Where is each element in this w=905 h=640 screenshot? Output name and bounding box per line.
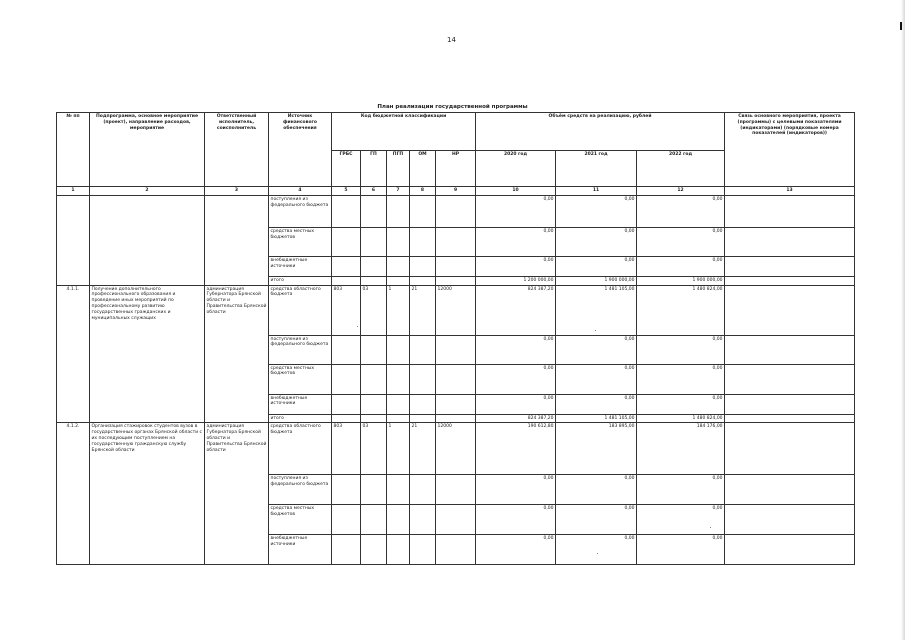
table-row [57, 195, 855, 227]
code-nr [436, 276, 476, 285]
code-gp [361, 335, 387, 364]
header-2020: 2020 год [476, 151, 556, 187]
amount-2022: 1 480 824,00 [637, 414, 725, 423]
amount-2022: 0,00 [637, 364, 725, 394]
amount-2022: 0,00 [637, 195, 725, 227]
indicator-link [725, 285, 855, 335]
amount-2020: 824 387,20 [476, 285, 556, 335]
amount-2021: 0,00 [556, 505, 637, 535]
code-pgp [387, 475, 410, 505]
indicator-link [725, 394, 855, 414]
code-grbs [332, 475, 361, 505]
amount-2022: 1 900 000,00 [637, 276, 725, 285]
code-grbs [332, 276, 361, 285]
header-2021: 2021 год [556, 151, 637, 187]
indicator-link [725, 535, 855, 565]
table-row [57, 285, 855, 335]
code-pgp [387, 195, 410, 227]
funding-source: средства местных бюджетов [269, 227, 332, 256]
amount-2021: 0,00 [556, 256, 637, 276]
item-executor: администрация Губернатора Брянской области и Правительства Брянской области [205, 285, 269, 423]
column-number: 12 [637, 187, 725, 196]
amount-2020: 0,00 [476, 227, 556, 256]
code-gp [361, 505, 387, 535]
funding-source: внебюджетные источники [269, 256, 332, 276]
code-om [410, 276, 436, 285]
code-gp [361, 364, 387, 394]
indicator-link [725, 475, 855, 505]
column-number: 7 [387, 187, 410, 196]
amount-2021: 0,00 [556, 475, 637, 505]
header-executor: Ответственный исполнитель, соисполнитель [205, 113, 269, 187]
amount-2020: 0,00 [476, 535, 556, 565]
code-nr [436, 335, 476, 364]
header-source: Источник финансового обеспечения [269, 113, 332, 187]
indicator-link [725, 364, 855, 394]
code-om [410, 505, 436, 535]
code-gp [361, 535, 387, 565]
indicator-link [725, 276, 855, 285]
column-number: 11 [556, 187, 637, 196]
header-subprogram: Подпрограмма, основное мероприятие (проект), направление расходов, мероприятие [90, 113, 205, 187]
code-om [410, 256, 436, 276]
column-number: 5 [332, 187, 361, 196]
scan-speck [357, 326, 358, 327]
code-gp [361, 414, 387, 423]
header-link: Связь основного мероприятия, проекта (программы) с целевыми показателями (индикаторами) (порядковые номера показателей (индикаторов)) [725, 113, 855, 187]
code-gp [361, 256, 387, 276]
code-om [410, 414, 436, 423]
amount-2020: 0,00 [476, 394, 556, 414]
code-om [410, 364, 436, 394]
amount-2022: 1 480 824,00 [637, 285, 725, 335]
code-pgp [387, 276, 410, 285]
header-om: ОМ [410, 151, 436, 187]
amount-2021: 0,00 [556, 195, 637, 227]
amount-2020: 0,00 [476, 475, 556, 505]
column-number: 8 [410, 187, 436, 196]
page-number: 14 [447, 36, 456, 44]
indicator-link [725, 227, 855, 256]
code-gp: 03 [361, 285, 387, 335]
amount-2021: 0,00 [556, 227, 637, 256]
code-gp [361, 195, 387, 227]
column-number: 3 [205, 187, 269, 196]
code-nr [436, 505, 476, 535]
indicator-link [725, 414, 855, 423]
funding-source: итого [269, 414, 332, 423]
code-om [410, 394, 436, 414]
code-nr [436, 414, 476, 423]
amount-2021: 0,00 [556, 394, 637, 414]
code-pgp [387, 335, 410, 364]
header-grbs: ГРБС [332, 151, 361, 187]
code-nr [436, 475, 476, 505]
header-2022: 2022 год [637, 151, 725, 187]
code-grbs [332, 227, 361, 256]
header-gp: ГП [361, 151, 387, 187]
scan-speck [597, 553, 598, 554]
code-pgp [387, 364, 410, 394]
column-number-row [57, 187, 855, 196]
code-om [410, 195, 436, 227]
amount-2021: 0,00 [556, 535, 637, 565]
code-pgp [387, 414, 410, 423]
item-name: Организация стажировок студентов вузов в государственных органах Брянской области с их последующим поступлением на государственную гражданскую службу Брянской области [90, 423, 205, 565]
column-number: 2 [90, 187, 205, 196]
funding-source: поступления из федерального бюджета [269, 335, 332, 364]
amount-2022: 0,00 [637, 335, 725, 364]
funding-source: внебюджетные источники [269, 535, 332, 565]
code-pgp [387, 394, 410, 414]
scan-speck [595, 330, 596, 331]
code-pgp: 1 [387, 285, 410, 335]
column-number: 13 [725, 187, 855, 196]
item-name [90, 195, 205, 285]
amount-2022: 0,00 [637, 475, 725, 505]
funding-source: поступления из федерального бюджета [269, 475, 332, 505]
amount-2021: 1 481 105,00 [556, 414, 637, 423]
code-grbs [332, 414, 361, 423]
code-grbs: 803 [332, 423, 361, 475]
plan-title: План реализации государственной программы [377, 104, 528, 110]
code-pgp [387, 535, 410, 565]
code-grbs [332, 335, 361, 364]
item-executor: администрация Губернатора Брянской области и Правительства Брянской области [205, 423, 269, 565]
funding-source: внебюджетные источники [269, 394, 332, 414]
code-om [410, 475, 436, 505]
code-nr [436, 227, 476, 256]
code-nr [436, 394, 476, 414]
item-number [57, 195, 90, 285]
amount-2020: 190 612,80 [476, 423, 556, 475]
code-gp [361, 227, 387, 256]
code-gp: 03 [361, 423, 387, 475]
funding-source: средства местных бюджетов [269, 505, 332, 535]
code-grbs [332, 364, 361, 394]
indicator-link [725, 505, 855, 535]
amount-2020: 0,00 [476, 195, 556, 227]
code-nr [436, 535, 476, 565]
item-name: Получение дополнительного профессионального образования и проведение иных мероприятий по профессиональному развитию государственных гражданских и муниципальных служащих [90, 285, 205, 423]
scan-speck [710, 527, 711, 528]
column-number: 4 [269, 187, 332, 196]
code-gp [361, 475, 387, 505]
column-number: 9 [436, 187, 476, 196]
code-gp [361, 276, 387, 285]
amount-2021: 0,00 [556, 364, 637, 394]
code-pgp [387, 505, 410, 535]
amount-2020: 0,00 [476, 256, 556, 276]
code-grbs [332, 535, 361, 565]
funding-source: средства местных бюджетов [269, 364, 332, 394]
funding-source: средства областного бюджета [269, 285, 332, 335]
amount-2021: 1 900 000,00 [556, 276, 637, 285]
amount-2020: 0,00 [476, 335, 556, 364]
plan-table [56, 112, 855, 565]
code-pgp: 1 [387, 423, 410, 475]
code-om [410, 535, 436, 565]
indicator-link [725, 256, 855, 276]
amount-2022: 0,00 [637, 256, 725, 276]
code-nr: 12000 [436, 285, 476, 335]
code-om: 21 [410, 423, 436, 475]
code-nr [436, 195, 476, 227]
scan-edge [901, 0, 905, 640]
amount-2022: 0,00 [637, 505, 725, 535]
amount-2022: 184 176,00 [637, 423, 725, 475]
code-grbs [332, 505, 361, 535]
item-executor [205, 195, 269, 285]
amount-2021: 0,00 [556, 335, 637, 364]
code-nr [436, 256, 476, 276]
amount-2021: 183 895,00 [556, 423, 637, 475]
code-pgp [387, 227, 410, 256]
code-gp [361, 394, 387, 414]
code-grbs [332, 195, 361, 227]
code-nr: 12000 [436, 423, 476, 475]
code-grbs [332, 394, 361, 414]
code-pgp [387, 256, 410, 276]
item-number: 4.1.1. [57, 285, 90, 423]
column-number: 6 [361, 187, 387, 196]
indicator-link [725, 335, 855, 364]
indicator-link [725, 423, 855, 475]
code-grbs [332, 256, 361, 276]
column-number: 1 [57, 187, 90, 196]
indicator-link [725, 195, 855, 227]
header-nr: НР [436, 151, 476, 187]
code-nr [436, 364, 476, 394]
funding-source: итого [269, 276, 332, 285]
amount-2020: 1 200 000,00 [476, 276, 556, 285]
item-number: 4.1.2. [57, 423, 90, 565]
amount-2021: 1 481 105,00 [556, 285, 637, 335]
funding-source: средства областного бюджета [269, 423, 332, 475]
scan-mark [900, 22, 902, 30]
header-pgp: ПГП [387, 151, 410, 187]
code-grbs: 803 [332, 285, 361, 335]
funding-source: поступления из федерального бюджета [269, 195, 332, 227]
code-om: 21 [410, 285, 436, 335]
amount-2020: 0,00 [476, 505, 556, 535]
header-amount: Объём средств на реализацию, рублей [476, 113, 725, 151]
amount-2020: 0,00 [476, 364, 556, 394]
amount-2022: 0,00 [637, 535, 725, 565]
header-num: № пп [57, 113, 90, 187]
code-om [410, 335, 436, 364]
code-om [410, 227, 436, 256]
amount-2022: 0,00 [637, 227, 725, 256]
table-row [57, 423, 855, 475]
amount-2020: 824 387,20 [476, 414, 556, 423]
amount-2022: 0,00 [637, 394, 725, 414]
header-budget-code: Код бюджетной классификации [332, 113, 476, 151]
column-number: 10 [476, 187, 556, 196]
